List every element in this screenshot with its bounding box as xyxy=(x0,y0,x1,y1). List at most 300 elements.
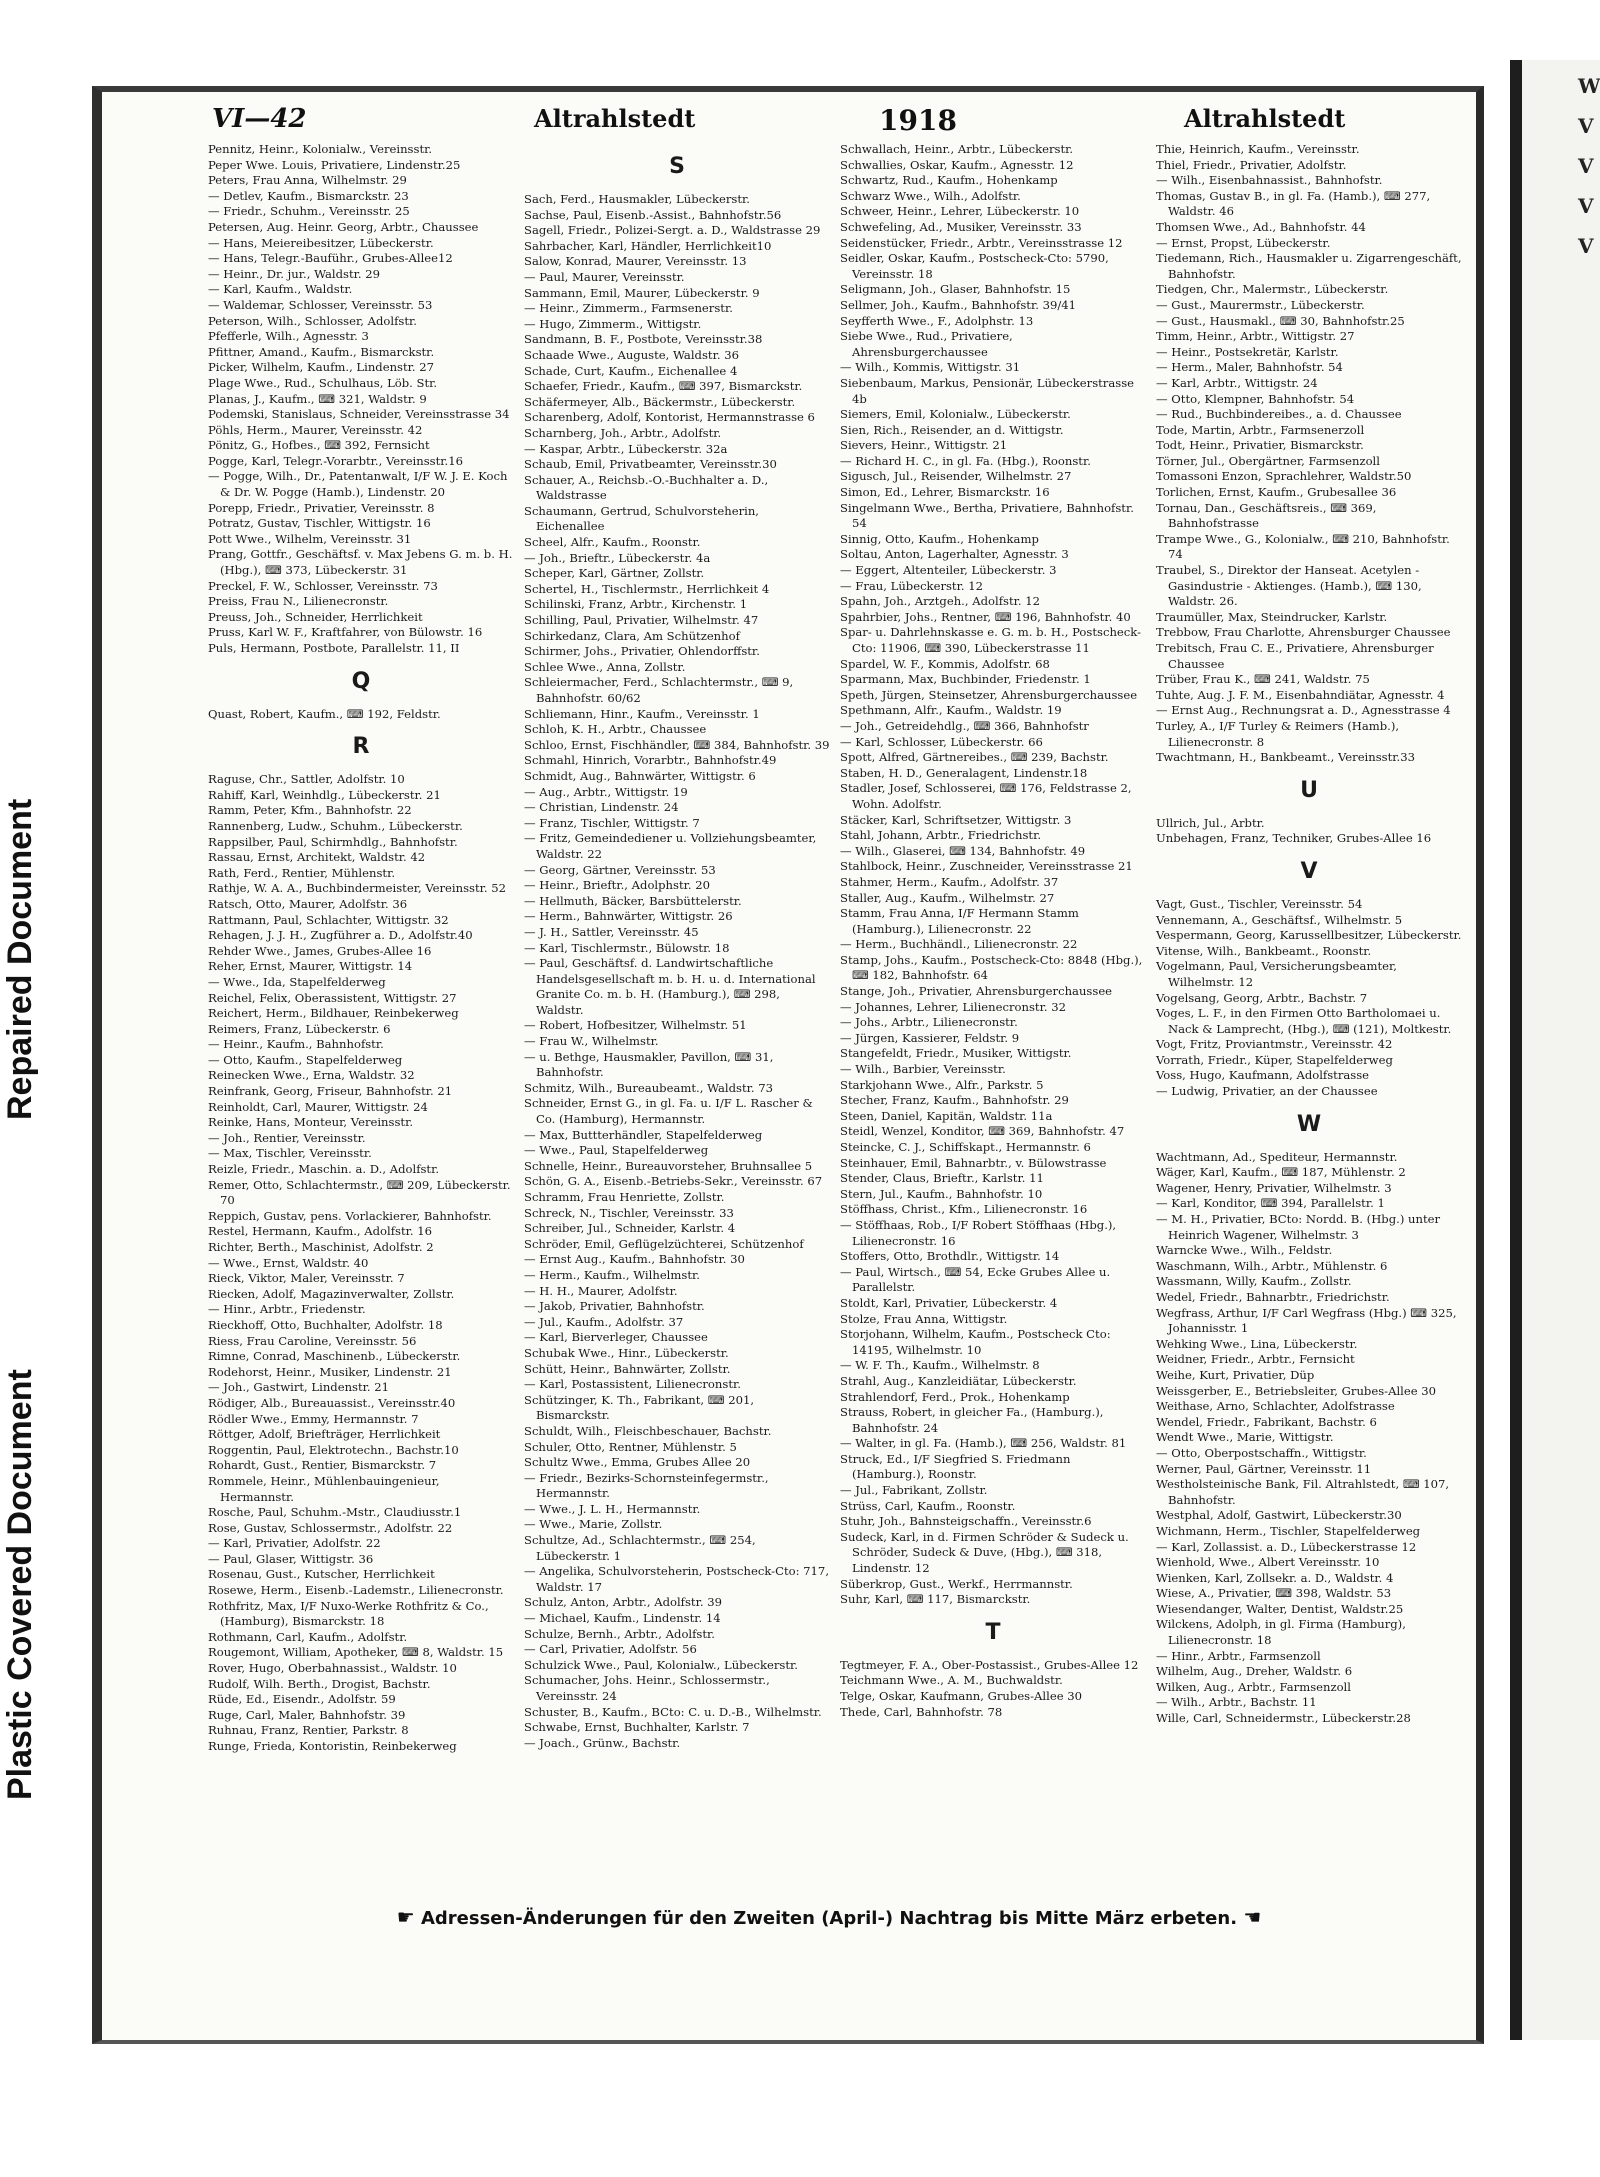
column-4 xyxy=(1156,142,1462,1727)
directory-entry: Schertel, H., Tischlermstr., Herrlichkeit 4 xyxy=(524,581,770,596)
directory-entry: Rehagen, J. J. H., Zugführer a. D., Adolfstr.40 xyxy=(208,928,473,943)
directory-entry: Wagener, Henry, Privatier, Wilhelmstr. 3 xyxy=(1156,1180,1392,1195)
directory-entry: Torlichen, Ernst, Kaufm., Grubesallee 36 xyxy=(1156,485,1397,500)
directory-entry: Vorrath, Friedr., Küper, Stapelfelderweg xyxy=(1156,1052,1393,1067)
directory-entry: Schmidt, Aug., Bahnwärter, Wittigstr. 6 xyxy=(524,768,756,783)
directory-entry: Reichert, Herm., Bildhauer, Reinbekerweg xyxy=(208,1006,459,1021)
directory-entry: Sagell, Friedr., Polizei-Sergt. a. D., Waldstrasse 29 xyxy=(524,223,821,238)
directory-entry: Törner, Jul., Obergärtner, Farmsenzoll xyxy=(1156,453,1380,468)
directory-entry: — Walter, in gl. Fa. (Hamb.), ⌨ 256, Waldstr. 81 xyxy=(840,1436,1127,1451)
directory-entry: Reinholdt, Carl, Maurer, Wittigstr. 24 xyxy=(208,1099,428,1114)
directory-entry: Stern, Jul., Kaufm., Bahnhofstr. 10 xyxy=(840,1186,1043,1201)
directory-entry: Wassmann, Willy, Kaufm., Zollstr. xyxy=(1156,1274,1352,1289)
header-place-left: Altrahlstedt xyxy=(534,104,696,133)
directory-entry: Steidl, Wenzel, Konditor, ⌨ 369, Bahnhofstr. 47 xyxy=(840,1124,1125,1139)
directory-entry: Schulzick Wwe., Paul, Kolonialw., Lübeckerstr. xyxy=(524,1657,798,1672)
directory-entry: Turley, A., I/F Turley & Reimers (Hamb.), Lilienecronstr. 8 xyxy=(1156,718,1400,749)
directory-entry: Schwarz Wwe., Wilh., Adolfstr. xyxy=(840,188,1021,203)
directory-entry: Rohardt, Gust., Rentier, Bismarckstr. 7 xyxy=(208,1458,437,1473)
directory-entry: — Hans, Meiereibesitzer, Lübeckerstr. xyxy=(208,235,434,250)
directory-entry: Tegtmeyer, F. A., Ober-Postassist., Grubes-Allee 12 xyxy=(840,1657,1139,1672)
directory-entry: — Heinr., Kaufm., Bahnhofstr. xyxy=(208,1037,384,1052)
directory-entry: Schuler, Otto, Rentner, Mühlenstr. 5 xyxy=(524,1439,737,1454)
directory-entry: Rover, Hugo, Oberbahnassist., Waldstr. 10 xyxy=(208,1661,457,1676)
directory-entry: Restel, Hermann, Kaufm., Adolfstr. 16 xyxy=(208,1224,433,1239)
directory-entry: Rougemont, William, Apotheker, ⌨ 8, Waldstr. 15 xyxy=(208,1645,504,1660)
directory-entry: Schwabe, Ernst, Buchhalter, Karlstr. 7 xyxy=(524,1720,750,1735)
side-label-plastic: Plastic Covered Document xyxy=(1,1369,39,1800)
directory-entry: Thede, Carl, Bahnhofstr. 78 xyxy=(840,1704,1003,1719)
directory-entry: Steen, Daniel, Kapitän, Waldstr. 11a xyxy=(840,1108,1053,1123)
directory-entry: Preiss, Frau N., Lilienecronstr. xyxy=(208,594,389,609)
directory-entry: Traubel, S., Direktor der Hanseat. Acetylen - Gasindustrie - Aktienges. (Hamb.), ⌨ 130, Waldstr. 26. xyxy=(1156,563,1422,609)
directory-entry: — Christian, Lindenstr. 24 xyxy=(524,800,679,815)
directory-entry: Schulze, Bernh., Arbtr., Adolfstr. xyxy=(524,1626,715,1641)
directory-entry: Singelmann Wwe., Bertha, Privatiere, Bahnhofstr. 54 xyxy=(840,500,1134,531)
directory-entry: Wiese, A., Privatier, ⌨ 398, Waldstr. 53 xyxy=(1156,1586,1392,1601)
directory-entry: Schaumann, Gertrud, Schulvorsteherin, Eichenallee xyxy=(524,503,759,534)
directory-entry: Tuhte, Aug. J. F. M., Eisenbahndiätar, Agnesstr. 4 xyxy=(1156,687,1445,702)
directory-entry: — Joh., Gastwirt, Lindenstr. 21 xyxy=(208,1380,390,1395)
directory-entry: Sudeck, Karl, in d. Firmen Schröder & Sudeck u. Schröder, Sudeck & Duve, (Hbg.), ⌨ 318, Lindenstr. 12 xyxy=(840,1529,1129,1576)
section-letter: T xyxy=(985,1619,1001,1645)
adjacent-page-strip xyxy=(1510,60,1600,2040)
directory-entry: Wichmann, Herm., Tischler, Stapelfelderweg xyxy=(1156,1523,1421,1538)
directory-entry: Stange, Joh., Privatier, Ahrensburgerchaussee xyxy=(840,984,1113,999)
directory-entry: Rothfritz, Max, I/F Nuxo-Werke Rothfritz & Co., (Hamburg), Bismarckstr. 18 xyxy=(208,1598,489,1629)
directory-entry: Sach, Ferd., Hausmakler, Lübeckerstr. xyxy=(524,192,750,206)
directory-entry: Siemers, Emil, Kolonialw., Lübeckerstr. xyxy=(840,407,1071,422)
directory-entry: — Franz, Tischler, Wittigstr. 7 xyxy=(524,815,700,830)
directory-entry: Rommele, Heinr., Mühlenbauingenieur, Hermannstr. xyxy=(208,1473,440,1504)
directory-entry: Rimne, Conrad, Maschinenb., Lübeckerstr. xyxy=(208,1349,461,1364)
directory-entry: Schön, G. A., Eisenb.-Betriebs-Sekr., Vereinsstr. 67 xyxy=(524,1174,823,1189)
directory-entry: Weidner, Friedr., Arbtr., Fernsicht xyxy=(1156,1352,1355,1367)
directory-page xyxy=(92,86,1484,2044)
directory-entry: — Wilh., Kommis, Wittigstr. 31 xyxy=(840,360,1021,375)
directory-entry: Rath, Ferd., Rentier, Mühlenstr. xyxy=(208,865,396,880)
directory-entry: Rannenberg, Ludw., Schuhm., Lübeckerstr. xyxy=(208,818,463,833)
directory-entry: Pönitz, G., Hofbes., ⌨ 392, Fernsicht xyxy=(208,438,430,453)
directory-entry: Stamm, Frau Anna, I/F Hermann Stamm (Hamburg.), Lilienecronstr. 22 xyxy=(840,906,1079,936)
directory-entry: Speth, Jürgen, Steinsetzer, Ahrensburgerchaussee xyxy=(840,687,1138,702)
page-number: VI—42 xyxy=(212,104,307,134)
directory-entry: Salow, Konrad, Maurer, Vereinsstr. 13 xyxy=(524,254,747,269)
directory-entry: Rathje, W. A. A., Buchbindermeister, Vereinsstr. 52 xyxy=(208,881,507,896)
directory-entry: Wilhelm, Aug., Dreher, Waldstr. 6 xyxy=(1156,1664,1353,1679)
directory-entry: — Joh., Brieftr., Lübeckerstr. 4a xyxy=(524,550,711,565)
directory-entry: — Aug., Arbtr., Wittigstr. 19 xyxy=(524,784,688,799)
directory-entry: Trebitsch, Frau C. E., Privatiere, Ahrensburger Chaussee xyxy=(1156,641,1434,671)
directory-entry: Schirmer, Johs., Privatier, Ohlendorffstr. xyxy=(524,644,760,659)
directory-entry: Schloo, Ernst, Fischhändler, ⌨ 384, Bahnhofstr. 39 xyxy=(524,737,830,752)
directory-entry: — Paul, Glaser, Wittigstr. 36 xyxy=(208,1551,374,1566)
directory-entry: Prang, Gottfr., Geschäftsf. v. Max Jebens G. m. b. H. (Hbg.), ⌨ 373, Lübeckerstr. 31 xyxy=(208,547,513,578)
directory-entry: Roggentin, Paul, Elektrotechn., Bachstr.10 xyxy=(208,1442,459,1457)
directory-entry: — Otto, Klempner, Bahnhofstr. 54 xyxy=(1156,391,1355,406)
directory-entry: Rödler Wwe., Emmy, Hermannstr. 7 xyxy=(208,1411,419,1426)
directory-entry: Soltau, Anton, Lagerhalter, Agnesstr. 3 xyxy=(840,547,1069,562)
directory-entry: Vogt, Fritz, Proviantmstr., Vereinsstr. 42 xyxy=(1156,1037,1393,1052)
directory-entry: — Wilh., Barbier, Vereinsstr. xyxy=(840,1062,1006,1077)
directory-entry: — Detlev, Kaufm., Bismarckstr. 23 xyxy=(208,188,409,203)
directory-entry: Schwefeling, Ad., Musiker, Vereinsstr. 33 xyxy=(840,219,1082,234)
strip-glyph: V xyxy=(1578,154,1594,178)
directory-entry: Weihe, Kurt, Privatier, Düp xyxy=(1156,1367,1315,1382)
directory-entry: Schulz, Anton, Arbtr., Adolfstr. 39 xyxy=(524,1595,722,1610)
directory-entry: — Max, Tischler, Vereinsstr. xyxy=(208,1146,372,1161)
directory-entry: Rose, Gustav, Schlossermstr., Adolfstr. 22 xyxy=(208,1520,453,1535)
directory-entry: Stolze, Frau Anna, Wittigstr. xyxy=(840,1311,1008,1326)
directory-entry: Podemski, Stanislaus, Schneider, Vereinsstrasse 34 xyxy=(208,407,510,422)
directory-entry: Rassau, Ernst, Architekt, Waldstr. 42 xyxy=(208,850,426,865)
directory-entry: Schade, Curt, Kaufm., Eichenallee 4 xyxy=(524,363,738,378)
directory-entry: Schaade Wwe., Auguste, Waldstr. 36 xyxy=(524,347,739,362)
directory-entry: Sandmann, B. F., Postbote, Vereinsstr.38 xyxy=(524,332,763,347)
directory-entry: Schwartz, Rud., Kaufm., Hohenkamp xyxy=(840,173,1058,188)
directory-entry: Struck, Ed., I/F Siegfried S. Friedmann (Hamburg.), Roonstr. xyxy=(840,1451,1071,1482)
directory-entry: Süberkrop, Gust., Werkf., Herrmannstr. xyxy=(840,1576,1073,1591)
directory-entry: Stöffhass, Christ., Kfm., Lilienecronstr. 16 xyxy=(840,1202,1088,1217)
directory-entry: Schützinger, K. Th., Fabrikant, ⌨ 201, Bismarckstr. xyxy=(524,1392,755,1423)
directory-entry: — Karl, Schlosser, Lübeckerstr. 66 xyxy=(840,734,1043,749)
directory-entry: — Paul, Geschäftsf. d. Landwirtschaftliche Handelsgesellschaft m. b. H. u. d. International Granite Co. m. b. H. (Hamburg.), ⌨ 298, Waldstr. xyxy=(524,956,816,1017)
directory-entry: — Wilh., Glaserei, ⌨ 134, Bahnhofstr. 49 xyxy=(840,843,1086,858)
side-label-repaired: Repaired Document xyxy=(1,798,39,1120)
strip-glyph: V xyxy=(1578,194,1594,218)
directory-entry: — Max, Buttterhändler, Stapelfelderweg xyxy=(524,1127,763,1142)
directory-entry: — Hellmuth, Bäcker, Barsbüttelerstr. xyxy=(524,893,742,908)
directory-entry: Schilling, Paul, Privatier, Wilhelmstr. 47 xyxy=(524,613,759,628)
directory-entry: Werner, Paul, Gärtner, Vereinsstr. 11 xyxy=(1156,1461,1372,1476)
directory-entry: Preckel, F. W., Schlosser, Vereinsstr. 73 xyxy=(208,578,438,593)
directory-entry: — Wwe., Ernst, Waldstr. 40 xyxy=(208,1255,369,1270)
directory-columns xyxy=(208,142,1468,1812)
directory-entry: — Gust., Maurermstr., Lübeckerstr. xyxy=(1156,297,1365,312)
directory-entry: Weissgerber, E., Betriebsleiter, Grubes-Allee 30 xyxy=(1156,1383,1437,1398)
directory-entry: — Carl, Privatier, Adolfstr. 56 xyxy=(524,1642,697,1657)
directory-entry: — u. Bethge, Hausmakler, Pavillon, ⌨ 31, Bahnhofstr. xyxy=(524,1049,774,1080)
directory-entry: Sahrbacher, Karl, Händler, Herrlichkeit10 xyxy=(524,238,772,253)
directory-entry: — Otto, Oberpostschaffn., Wittigstr. xyxy=(1156,1445,1367,1460)
directory-entry: Spahrbier, Johs., Rentner, ⌨ 196, Bahnhofstr. 40 xyxy=(840,609,1131,624)
directory-entry: — Karl, Postassistent, Lilienecronstr. xyxy=(524,1377,741,1392)
pointing-hand-left-icon: ☛ xyxy=(396,1905,415,1929)
directory-entry: Rahiff, Karl, Weinhdlg., Lübeckerstr. 21 xyxy=(208,787,441,802)
directory-entry: Sellmer, Joh., Kaufm., Bahnhofstr. 39/41 xyxy=(840,297,1077,312)
directory-entry: Spott, Alfred, Gärtnereibes., ⌨ 239, Bachstr. xyxy=(840,750,1109,765)
directory-entry: Pfittner, Amand., Kaufm., Bismarckstr. xyxy=(208,344,435,359)
directory-entry: Schmitz, Wilh., Bureaubeamt., Waldstr. 73 xyxy=(524,1080,774,1095)
directory-entry: — W. F. Th., Kaufm., Wilhelmstr. 8 xyxy=(840,1358,1040,1373)
directory-entry: Stoldt, Karl, Privatier, Lübeckerstr. 4 xyxy=(840,1295,1058,1310)
strip-glyph: V xyxy=(1578,114,1594,138)
directory-entry: Storjohann, Wilhelm, Kaufm., Postscheck Cto: 14195, Wilhelmstr. 10 xyxy=(840,1327,1111,1357)
directory-entry: Twachtmann, H., Bankbeamt., Vereinsstr.33 xyxy=(1156,750,1415,765)
directory-entry: Stahmer, Herm., Kaufm., Adolfstr. 37 xyxy=(840,874,1059,889)
directory-entry: — Heinr., Postsekretär, Karlstr. xyxy=(1156,344,1339,359)
directory-entry: — Joh., Rentier, Vereinsstr. xyxy=(208,1130,366,1145)
directory-entry: — Hans, Telegr.-Bauführ., Grubes-Allee12 xyxy=(208,251,453,266)
directory-entry: — Frau, Lübeckerstr. 12 xyxy=(840,578,983,593)
directory-entry: Trebbow, Frau Charlotte, Ahrensburger Chaussee xyxy=(1156,625,1451,640)
directory-entry: — Jakob, Privatier, Bahnhofstr. xyxy=(524,1299,705,1314)
directory-entry: — Jul., Kaufm., Adolfstr. 37 xyxy=(524,1314,684,1329)
directory-entry: Scharnberg, Joh., Arbtr., Adolfstr. xyxy=(524,425,722,440)
directory-entry: Strahl, Aug., Kanzleidiätar, Lübeckerstr. xyxy=(840,1373,1077,1388)
directory-entry: Wille, Carl, Schneidermstr., Lübeckerstr.28 xyxy=(1156,1711,1411,1726)
directory-entry: Reinfrank, Georg, Friseur, Bahnhofstr. 21 xyxy=(208,1084,453,1099)
directory-entry: Vagt, Gust., Tischler, Vereinsstr. 54 xyxy=(1156,896,1363,911)
directory-entry: — Otto, Kaufm., Stapelfelderweg xyxy=(208,1052,403,1067)
directory-entry: Timm, Heinr., Arbtr., Wittigstr. 27 xyxy=(1156,329,1355,344)
directory-entry: Schauer, A., Reichsb.-O.-Buchhalter a. D., Waldstrasse xyxy=(524,472,769,503)
directory-entry: Voss, Hugo, Kaufmann, Adolfstrasse xyxy=(1156,1068,1370,1083)
directory-entry: Seidler, Oskar, Kaufm., Postscheck-Cto: 5790, Vereinsstr. 18 xyxy=(840,251,1109,281)
directory-entry: Runge, Frieda, Kontoristin, Reinbekerweg xyxy=(208,1739,457,1753)
directory-entry: Peters, Frau Anna, Wilhelmstr. 29 xyxy=(208,173,407,188)
directory-entry: Schubak Wwe., Hinr., Lübeckerstr. xyxy=(524,1345,729,1360)
directory-entry: Sinnig, Otto, Kaufm., Hohenkamp xyxy=(840,531,1039,546)
directory-entry: — Heinr., Zimmerm., Farmsenerstr. xyxy=(524,301,733,316)
section-letter: Q xyxy=(351,668,371,694)
directory-entry: Stahl, Johann, Arbtr., Friedrichstr. xyxy=(840,828,1042,843)
directory-entry: Rieckhoff, Otto, Buchhalter, Adolfstr. 18 xyxy=(208,1317,443,1332)
directory-entry: Stäcker, Karl, Schriftsetzer, Wittigstr. 3 xyxy=(840,812,1072,827)
directory-entry: — Johannes, Lehrer, Lilienecronstr. 32 xyxy=(840,999,1066,1014)
directory-entry: Seligmann, Joh., Glaser, Bahnhofstr. 15 xyxy=(840,282,1071,297)
directory-entry: Schloh, K. H., Arbtr., Chaussee xyxy=(524,722,707,737)
directory-entry: Rosche, Paul, Schuhm.-Mstr., Claudiusstr.1 xyxy=(208,1505,462,1520)
section-letter: W xyxy=(1296,1111,1322,1137)
directory-entry: Ruge, Carl, Maler, Bahnhofstr. 39 xyxy=(208,1707,406,1722)
directory-entry: Trüber, Frau K., ⌨ 241, Waldstr. 75 xyxy=(1156,672,1370,687)
directory-entry: Reinecken Wwe., Erna, Waldstr. 32 xyxy=(208,1068,415,1083)
directory-entry: — Angelika, Schulvorsteherin, Postscheck-Cto: 717, Waldstr. 17 xyxy=(524,1564,829,1594)
directory-entry: Spahn, Joh., Arztgeh., Adolfstr. 12 xyxy=(840,594,1040,609)
directory-entry: — Herm., Bahnwärter, Wittigstr. 26 xyxy=(524,909,733,924)
directory-entry: — Rud., Buchbindereibes., a. d. Chaussee xyxy=(1156,407,1402,422)
directory-entry: — Karl, Bierverleger, Chaussee xyxy=(524,1330,708,1345)
directory-entry: — Wwe., J. L. H., Hermannstr. xyxy=(524,1501,701,1516)
directory-entry: Thie, Heinrich, Kaufm., Vereinsstr. xyxy=(1156,142,1360,156)
directory-entry: Sachse, Paul, Eisenb.-Assist., Bahnhofstr.56 xyxy=(524,207,782,222)
directory-entry: Scheel, Alfr., Kaufm., Roonstr. xyxy=(524,535,701,550)
directory-entry: Rappsilber, Paul, Schirmhdlg., Bahnhofstr. xyxy=(208,834,458,849)
directory-entry: Teichmann Wwe., A. M., Buchwaldstr. xyxy=(840,1673,1063,1688)
directory-entry: Reinke, Hans, Monteur, Vereinsstr. xyxy=(208,1115,414,1130)
directory-entry: — Hinr., Arbtr., Farmsenzoll xyxy=(1156,1648,1321,1663)
directory-entry: Petersen, Aug. Heinr. Georg, Arbtr., Chaussee xyxy=(208,219,479,234)
directory-entry: Rosewe, Herm., Eisenb.-Lademstr., Lilienecronstr. xyxy=(208,1583,504,1598)
directory-entry: — Jürgen, Kassierer, Feldstr. 9 xyxy=(840,1030,1020,1045)
directory-entry: Schweer, Heinr., Lehrer, Lübeckerstr. 10 xyxy=(840,204,1080,219)
directory-entry: Stamp, Johs., Kaufm., Postscheck-Cto: 8848 (Hbg.), ⌨ 182, Bahnhofstr. 64 xyxy=(840,952,1143,983)
directory-entry: Thiel, Friedr., Privatier, Adolfstr. xyxy=(1156,157,1347,172)
directory-entry: Pogge, Karl, Telegr.-Vorarbtr., Vereinsstr.16 xyxy=(208,453,463,468)
directory-entry: Rosenau, Gust., Kutscher, Herrlichkeit xyxy=(208,1567,435,1582)
directory-entry: Schlee Wwe., Anna, Zollstr. xyxy=(524,659,686,674)
section-letter: S xyxy=(669,154,685,179)
directory-entry: Schuster, B., Kaufm., BCto: C. u. D.-B., Wilhelmstr. xyxy=(524,1704,822,1719)
directory-entry: Wachtmann, Ad., Spediteur, Hermannstr. xyxy=(1156,1149,1398,1164)
directory-entry: Rodehorst, Heinr., Musiker, Lindenstr. 21 xyxy=(208,1364,452,1379)
directory-entry: Voges, L. F., in den Firmen Otto Bartholomaei u. Nack & Lamprecht, (Hbg.), ⌨ (121), Moltkestr. xyxy=(1156,1006,1452,1036)
directory-entry: Tiedgen, Chr., Malermstr., Lübeckerstr. xyxy=(1156,282,1389,297)
directory-entry: Quast, Robert, Kaufm., ⌨ 192, Feldstr. xyxy=(208,706,441,721)
directory-entry: Thomas, Gustav B., in gl. Fa. (Hamb.), ⌨ 277, Waldstr. 46 xyxy=(1156,188,1431,219)
directory-entry: Vitense, Wilh., Bankbeamt., Roonstr. xyxy=(1156,943,1372,958)
directory-entry: — Karl, Privatier, Adolfstr. 22 xyxy=(208,1536,381,1551)
directory-entry: Starkjohann Wwe., Alfr., Parkstr. 5 xyxy=(840,1077,1044,1092)
directory-entry: — Karl, Arbtr., Wittigstr. 24 xyxy=(1156,375,1318,390)
directory-entry: — Paul, Wirtsch., ⌨ 54, Ecke Grubes Allee u. Parallelstr. xyxy=(840,1264,1111,1295)
directory-entry: — Heinr., Brieftr., Adolphstr. 20 xyxy=(524,878,711,893)
directory-entry: Schäfermeyer, Alb., Bäckermstr., Lübeckerstr. xyxy=(524,394,796,409)
directory-entry: Schmahl, Hinrich, Vorarbtr., Bahnhofstr.49 xyxy=(524,753,777,768)
directory-entry: Weithase, Arno, Schlachter, Adolfstrasse xyxy=(1156,1399,1395,1414)
directory-entry: — Karl, Kaufm., Waldstr. xyxy=(208,282,353,297)
directory-entry: Sigusch, Jul., Reisender, Wilhelmstr. 27 xyxy=(840,469,1072,484)
directory-entry: — Frau W., Wilhelmstr. xyxy=(524,1034,659,1049)
directory-entry: Plage Wwe., Rud., Schulhaus, Löb. Str. xyxy=(208,375,438,390)
directory-entry: Puls, Hermann, Postbote, Parallelstr. 11, II xyxy=(208,641,460,655)
directory-entry: Westphal, Adolf, Gastwirt, Lübeckerstr.30 xyxy=(1156,1508,1402,1523)
directory-entry: Wendel, Friedr., Fabrikant, Bachstr. 6 xyxy=(1156,1414,1377,1429)
column-1 xyxy=(208,142,514,1755)
directory-entry: Röttger, Adolf, Briefträger, Herrlichkeit xyxy=(208,1427,441,1442)
directory-entry: Tomassoni Enzon, Sprachlehrer, Waldstr.50 xyxy=(1156,469,1412,484)
directory-entry: Schnelle, Heinr., Bureauvorsteher, Bruhnsallee 5 xyxy=(524,1158,813,1173)
directory-entry: Schaefer, Friedr., Kaufm., ⌨ 397, Bismarckstr. xyxy=(524,379,803,394)
directory-entry: Spardel, W. F., Kommis, Adolfstr. 68 xyxy=(840,656,1050,671)
directory-entry: Peper Wwe. Louis, Privatiere, Lindenstr.25 xyxy=(208,157,461,172)
column-3 xyxy=(840,142,1146,1720)
column-2 xyxy=(524,142,830,1751)
directory-entry: Schütt, Heinr., Bahnwärter, Zollstr. xyxy=(524,1361,731,1376)
directory-entry: Rudolf, Wilh. Berth., Drogist, Bachstr. xyxy=(208,1676,431,1691)
directory-entry: Schreck, N., Tischler, Vereinsstr. 33 xyxy=(524,1205,734,1220)
directory-entry: — J. H., Sattler, Vereinsstr. 45 xyxy=(524,924,699,939)
directory-entry: Wendt Wwe., Marie, Wittigstr. xyxy=(1156,1430,1334,1445)
directory-entry: Vespermann, Georg, Karussellbesitzer, Lübeckerstr. xyxy=(1156,928,1462,943)
directory-entry: — Ernst Aug., Kaufm., Bahnhofstr. 30 xyxy=(524,1252,745,1267)
directory-entry: Richter, Berth., Maschinist, Adolfstr. 2 xyxy=(208,1240,434,1254)
directory-entry: Reimers, Franz, Lübeckerstr. 6 xyxy=(208,1021,391,1036)
directory-entry: Strahlendorf, Ferd., Prok., Hohenkamp xyxy=(840,1389,1070,1404)
directory-entry: Remer, Otto, Schlachtermstr., ⌨ 209, Lübeckerstr. 70 xyxy=(208,1177,511,1208)
directory-entry: Schaub, Emil, Privatbeamter, Vereinsstr.30 xyxy=(524,457,777,472)
section-letter: R xyxy=(352,734,370,760)
directory-entry: Thomsen Wwe., Ad., Bahnhofstr. 44 xyxy=(1156,219,1366,234)
directory-entry: — Ludwig, Privatier, an der Chaussee xyxy=(1156,1084,1378,1099)
directory-entry: Vogelsang, Georg, Arbtr., Bachstr. 7 xyxy=(1156,990,1368,1005)
directory-entry: Reher, Ernst, Maurer, Wittigstr. 14 xyxy=(208,959,413,974)
directory-entry: — Herm., Kaufm., Wilhelmstr. xyxy=(524,1267,700,1282)
directory-entry: — Ernst, Propst, Lübeckerstr. xyxy=(1156,235,1331,250)
directory-entry: — Friedr., Bezirks-Schornsteinfegermstr., Hermannstr. xyxy=(524,1470,769,1501)
directory-entry: Tornau, Dan., Geschäftsreis., ⌨ 369, Bahnhofstrasse xyxy=(1156,500,1377,531)
directory-entry: Trampe Wwe., G., Kolonialw., ⌨ 210, Bahnhofstr. 74 xyxy=(1156,531,1450,562)
directory-entry: Vogelmann, Paul, Versicherungsbeamter, Wilhelmstr. 12 xyxy=(1156,959,1397,989)
directory-entry: Peterson, Wilh., Schlosser, Adolfstr. xyxy=(208,313,417,328)
directory-entry: Pruss, Karl W. F., Kraftfahrer, von Bülowstr. 16 xyxy=(208,625,483,640)
directory-entry: Schultze, Ad., Schlachtermstr., ⌨ 254, Lübeckerstr. 1 xyxy=(524,1533,756,1563)
directory-entry: Pott Wwe., Wilhelm, Vereinsstr. 31 xyxy=(208,531,412,546)
directory-entry: Ramm, Peter, Kfm., Bahnhofstr. 22 xyxy=(208,803,412,818)
directory-entry: — Paul, Maurer, Vereinsstr. xyxy=(524,269,685,284)
directory-entry: Wilken, Aug., Arbtr., Farmsenzoll xyxy=(1156,1679,1351,1694)
directory-entry: Wedel, Friedr., Bahnarbtr., Friedrichstr. xyxy=(1156,1290,1390,1304)
directory-entry: Stender, Claus, Brieftr., Karlstr. 11 xyxy=(840,1171,1044,1186)
directory-entry: Reppich, Gustav, pens. Vorlackierer, Bahnhofstr. xyxy=(208,1208,492,1223)
directory-entry: Siebe Wwe., Rud., Privatiere, Ahrensburgerchaussee xyxy=(840,329,1013,359)
directory-entry: Waschmann, Wilh., Arbtr., Mühlenstr. 6 xyxy=(1156,1258,1388,1273)
directory-entry: Sien, Rich., Reisender, an d. Wittigstr. xyxy=(840,422,1064,437)
directory-entry: Stecher, Franz, Kaufm., Bahnhofstr. 29 xyxy=(840,1093,1069,1108)
strip-glyph: W xyxy=(1578,74,1600,98)
directory-entry: Stoffers, Otto, Brothdlr., Wittigstr. 14 xyxy=(840,1249,1060,1264)
directory-entry: Seyfferth Wwe., F., Adolphstr. 13 xyxy=(840,313,1034,328)
directory-entry: Stahlbock, Heinr., Zuschneider, Vereinsstrasse 21 xyxy=(840,859,1133,874)
footer-notice xyxy=(204,1902,1454,1932)
directory-entry: Reichel, Felix, Oberassistent, Wittigstr. 27 xyxy=(208,990,457,1005)
directory-entry: Riecken, Adolf, Magazinverwalter, Zollstr. xyxy=(208,1286,455,1301)
directory-entry: — Wilh., Arbtr., Bachstr. 11 xyxy=(1156,1695,1317,1710)
directory-entry: Vennemann, A., Geschäftsf., Wilhelmstr. 5 xyxy=(1156,912,1403,927)
directory-entry: — Johs., Arbtr., Lilienecronstr. xyxy=(840,1015,1018,1030)
directory-entry: Porepp, Friedr., Privatier, Vereinsstr. 8 xyxy=(208,500,435,515)
directory-entry: — Ernst Aug., Rechnungsrat a. D., Agnesstrasse 4 xyxy=(1156,703,1451,718)
directory-entry: Strauss, Robert, in gleicher Fa., (Hamburg.), Bahnhofstr. 24 xyxy=(840,1405,1104,1435)
directory-entry: Stadler, Josef, Schlosserei, ⌨ 176, Feldstrasse 2, Wohn. Adolfstr. xyxy=(840,781,1132,811)
directory-entry: — Friedr., Schuhm., Vereinsstr. 25 xyxy=(208,204,410,219)
directory-entry: Steincke, C. J., Schiffskapt., Hermannstr. 6 xyxy=(840,1140,1091,1154)
directory-entry: Todt, Heinr., Privatier, Bismarckstr. xyxy=(1156,438,1364,453)
directory-entry: Staben, H. D., Generalagent, Lindenstr.18 xyxy=(840,765,1088,780)
directory-entry: — Richard H. C., in gl. Fa. (Hbg.), Roonstr. xyxy=(840,453,1091,468)
directory-entry: — Joh., Getreidehdlg., ⌨ 366, Bahnhofstr xyxy=(840,718,1089,733)
directory-entry: — Herm., Maler, Bahnhofstr. 54 xyxy=(1156,360,1343,375)
directory-entry: Ullrich, Jul., Arbtr. xyxy=(1156,815,1265,830)
directory-entry: Ratsch, Otto, Maurer, Adolfstr. 36 xyxy=(208,896,408,911)
directory-entry: Schwallach, Heinr., Arbtr., Lübeckerstr. xyxy=(840,142,1074,156)
directory-entry: Rattmann, Paul, Schlachter, Wittigstr. 32 xyxy=(208,912,449,927)
directory-entry: Siebenbaum, Markus, Pensionär, Lübeckerstrasse 4b xyxy=(840,375,1135,406)
directory-entry: — Kaspar, Arbtr., Lübeckerstr. 32a xyxy=(524,441,728,456)
directory-entry: — Hinr., Arbtr., Friedenstr. xyxy=(208,1302,366,1317)
directory-entry: Westholsteinische Bank, Fil. Altrahlstedt, ⌨ 107, Bahnhofstr. xyxy=(1156,1477,1450,1507)
directory-entry: — Georg, Gärtner, Vereinsstr. 53 xyxy=(524,862,716,877)
directory-entry: Suhr, Karl, ⌨ 117, Bismarckstr. xyxy=(840,1592,1031,1607)
directory-entry: Steinhauer, Emil, Bahnarbtr., v. Bülowstrasse xyxy=(840,1155,1107,1170)
directory-entry: — Wwe., Marie, Zollstr. xyxy=(524,1517,663,1532)
directory-entry: — Karl, Tischlermstr., Bülowstr. 18 xyxy=(524,940,730,955)
section-letter: U xyxy=(1300,777,1318,803)
directory-entry: Wäger, Karl, Kaufm., ⌨ 187, Mühlenstr. 2 xyxy=(1156,1165,1406,1180)
directory-entry: Tode, Martin, Arbtr., Farmsenerzoll xyxy=(1156,422,1365,437)
directory-entry: Preuss, Joh., Schneider, Herrlichkeit xyxy=(208,609,423,624)
directory-entry: Tiedemann, Rich., Hausmakler u. Zigarrengeschäft, Bahnhofstr. xyxy=(1156,251,1462,281)
directory-entry: Rieck, Viktor, Maler, Vereinsstr. 7 xyxy=(208,1271,405,1286)
directory-entry: Strüss, Carl, Kaufm., Roonstr. xyxy=(840,1498,1016,1513)
directory-entry: Telge, Oskar, Kaufmann, Grubes-Allee 30 xyxy=(840,1689,1082,1703)
directory-entry: — Robert, Hofbesitzer, Wilhelmstr. 51 xyxy=(524,1018,747,1033)
directory-entry: Warncke Wwe., Wilh., Feldstr. xyxy=(1156,1243,1333,1258)
pointing-hand-right-icon: ☚ xyxy=(1243,1905,1262,1929)
directory-entry: Picker, Wilhelm, Kaufm., Lindenstr. 27 xyxy=(208,360,435,375)
directory-entry: Sparmann, Max, Buchbinder, Friedenstr. 1 xyxy=(840,672,1091,687)
